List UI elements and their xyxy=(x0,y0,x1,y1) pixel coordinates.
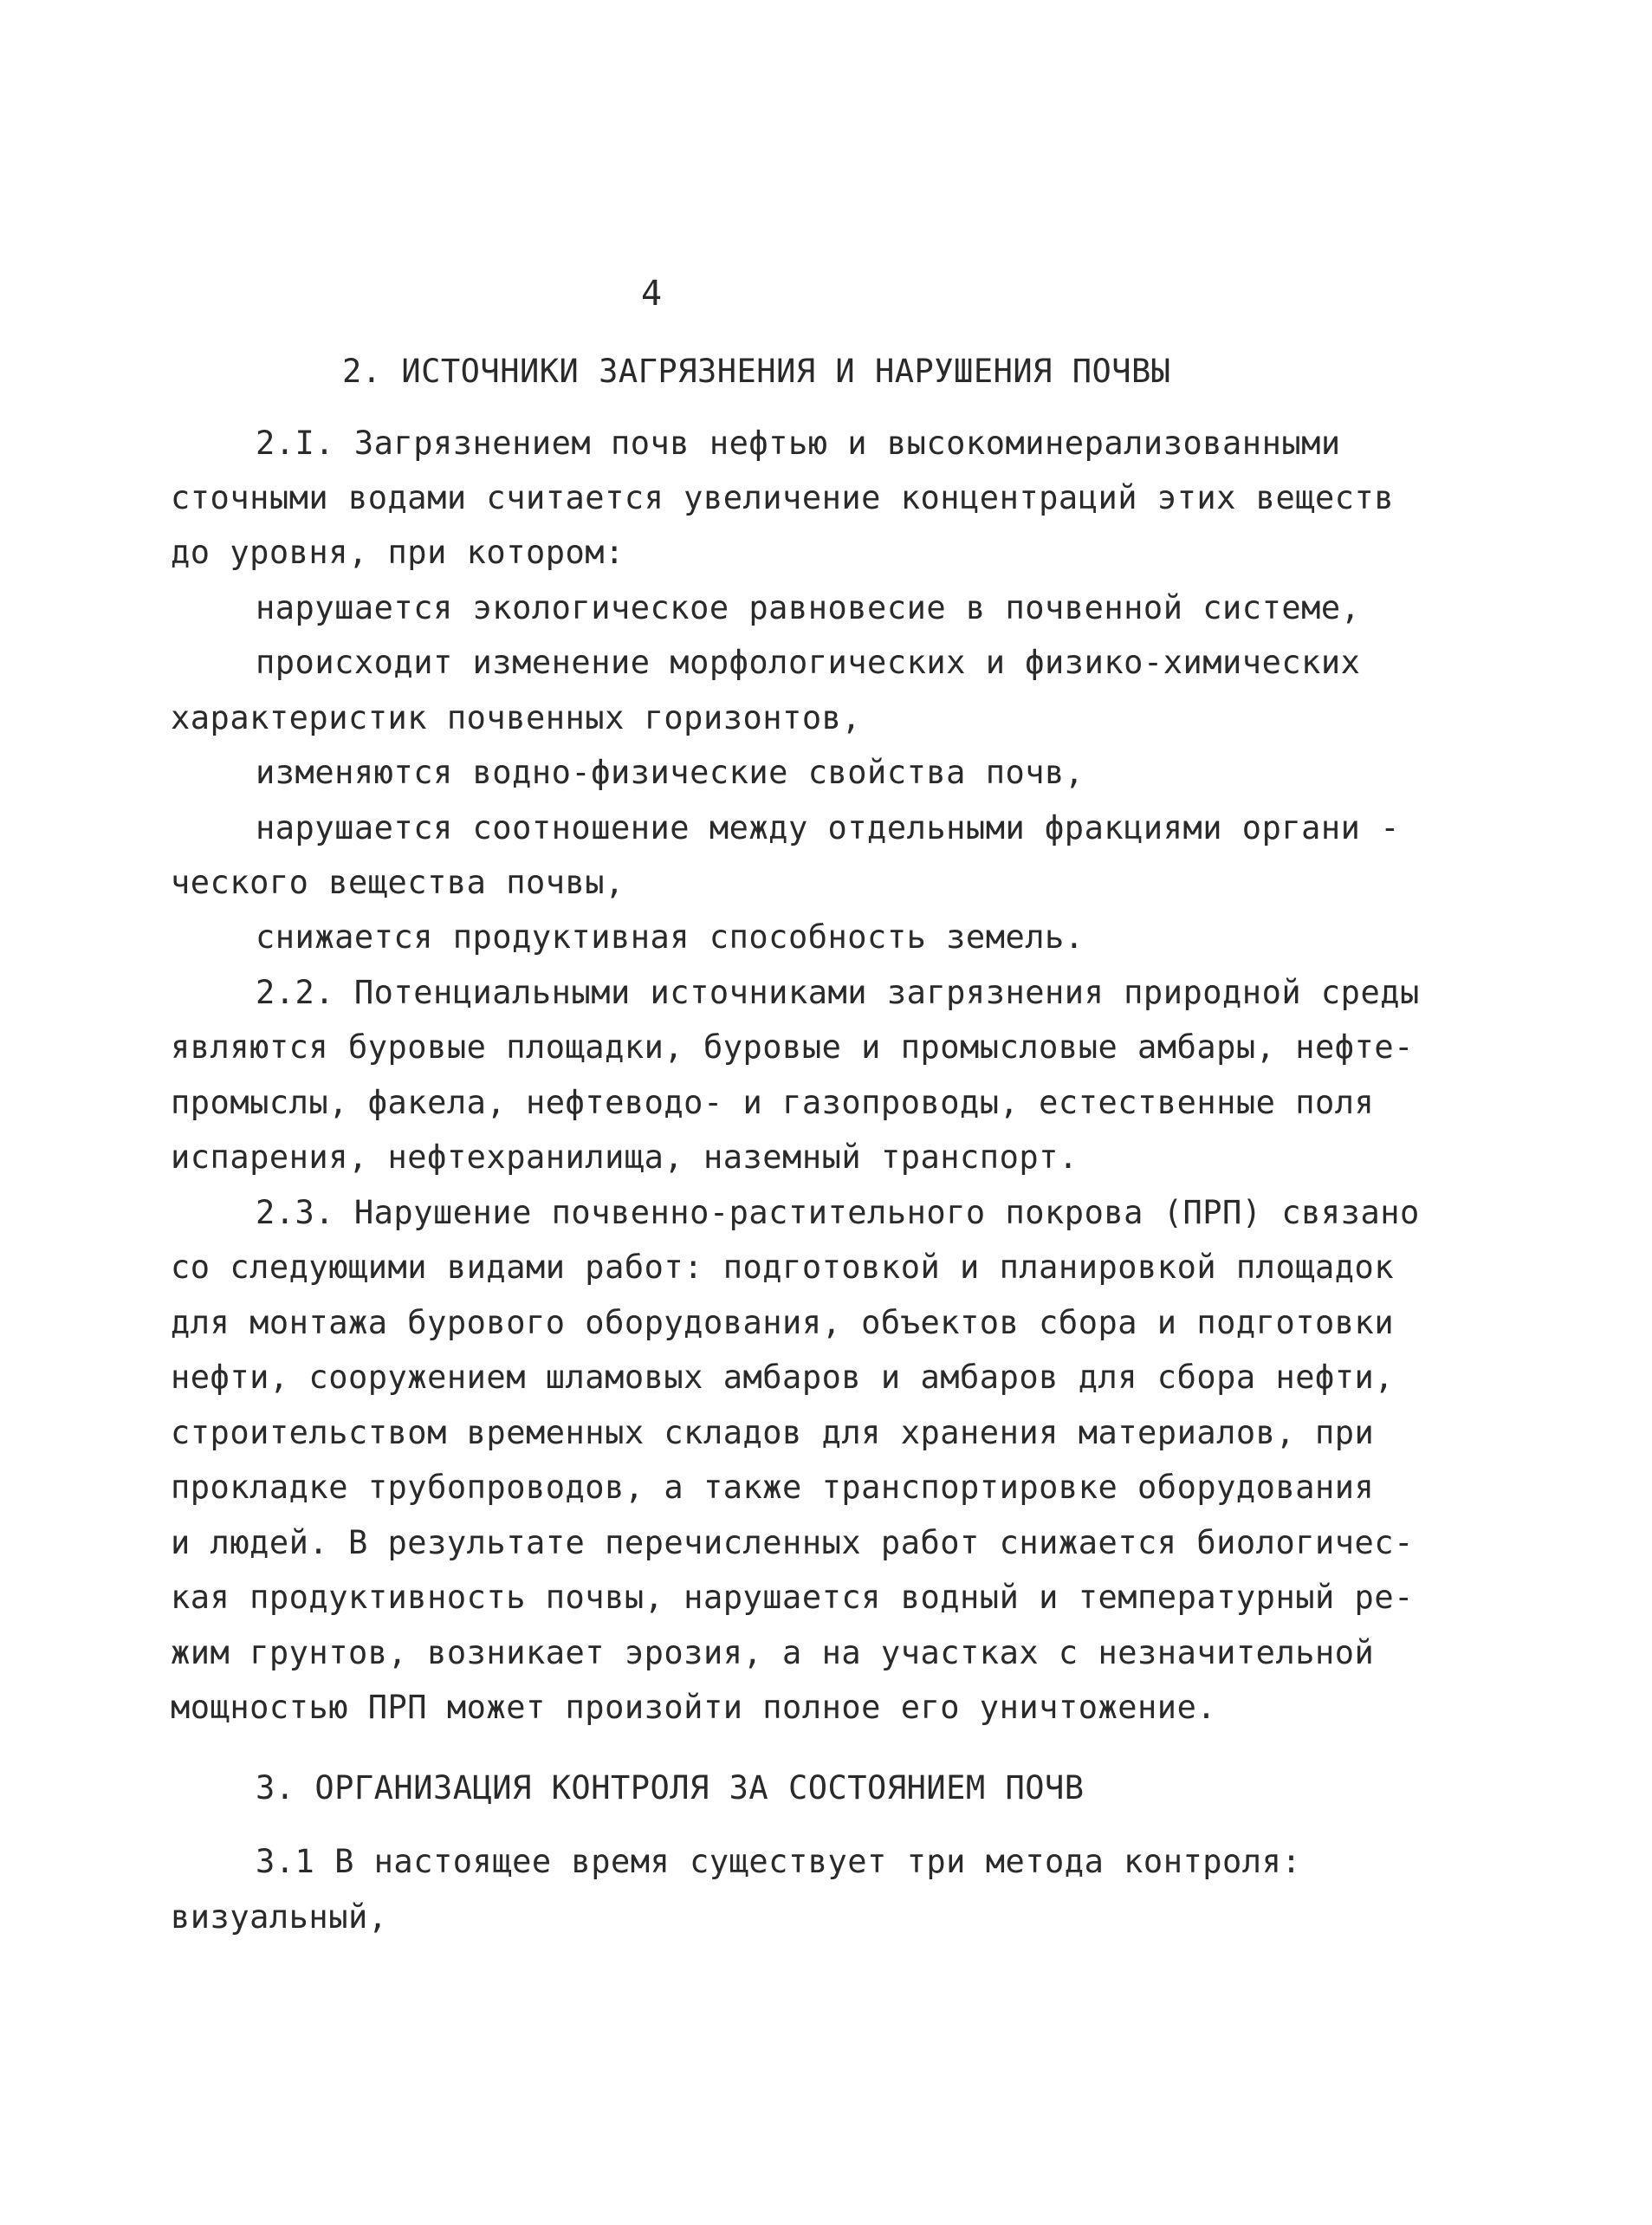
section-2-heading: 2. ИСТОЧНИКИ ЗАГРЯЗНЕНИЯ И НАРУШЕНИЯ ПОЧВЫ xyxy=(342,353,1171,390)
text-line: для монтажа бурового оборудования, объектов сбора и подготовки xyxy=(171,1304,1395,1341)
text-line: до уровня, при котором: xyxy=(171,534,625,571)
text-line: прокладке трубопроводов, а также транспортировке оборудования xyxy=(171,1469,1375,1506)
text-line: и людей. В результате перечисленных работ снижается биологичес- xyxy=(171,1524,1414,1561)
section-3-heading: 3. ОРГАНИЗАЦИЯ КОНТРОЛЯ ЗА СОСТОЯНИЕМ ПОЧВ xyxy=(256,1769,1085,1807)
text-line: жим грунтов, возникает эрозия, а на участках с незначительной xyxy=(171,1634,1375,1671)
text-line: нефти, сооружением шламовых амбаров и амбаров для сбора нефти, xyxy=(171,1359,1395,1396)
text-line: сточными водами считается увеличение концентраций этих веществ xyxy=(171,479,1395,516)
text-line: характеристик почвенных горизонтов, xyxy=(171,699,862,736)
text-line: визуальный, xyxy=(171,1898,388,1936)
text-line: нарушается экологическое равновесие в почвенной системе, xyxy=(256,589,1361,626)
text-line: ческого вещества почвы, xyxy=(171,864,625,901)
text-line: строительством временных складов для хранения материалов, при xyxy=(171,1414,1375,1451)
text-line: промыслы, факела, нефтеводо- и газопроводы, естественные поля xyxy=(171,1084,1375,1121)
text-line: 2.3. Нарушение почвенно-растительного покрова (ПРП) связано xyxy=(256,1194,1420,1231)
text-line: нарушается соотношение между отдельными фракциями органи - xyxy=(256,809,1401,847)
text-line: испарения, нефтехранилища, наземный транспорт. xyxy=(171,1138,1079,1176)
text-line: снижается продуктивная способность земель. xyxy=(256,918,1085,956)
text-line: мощностью ПРП может произойти полное его уничтожение. xyxy=(171,1689,1217,1726)
text-line: со следующими видами работ: подготовкой и планировкой площадок xyxy=(171,1249,1395,1286)
text-line: кая продуктивность почвы, нарушается водный и температурный ре- xyxy=(171,1579,1414,1616)
page-number: 4 xyxy=(641,274,663,314)
text-line: 2.2. Потенциальными источниками загрязнения природной среды xyxy=(256,974,1420,1011)
text-line: происходит изменение морфологических и физико-химических xyxy=(256,644,1361,681)
text-line: 2.I. Загрязнением почв нефтью и высокоминерализованными xyxy=(256,425,1341,462)
text-line: являются буровые площадки, буровые и промысловые амбары, нефте- xyxy=(171,1028,1414,1066)
text-line: 3.1 В настоящее время существует три метода контроля: xyxy=(256,1843,1302,1880)
text-line: изменяются водно-физические свойства почв, xyxy=(256,754,1085,791)
